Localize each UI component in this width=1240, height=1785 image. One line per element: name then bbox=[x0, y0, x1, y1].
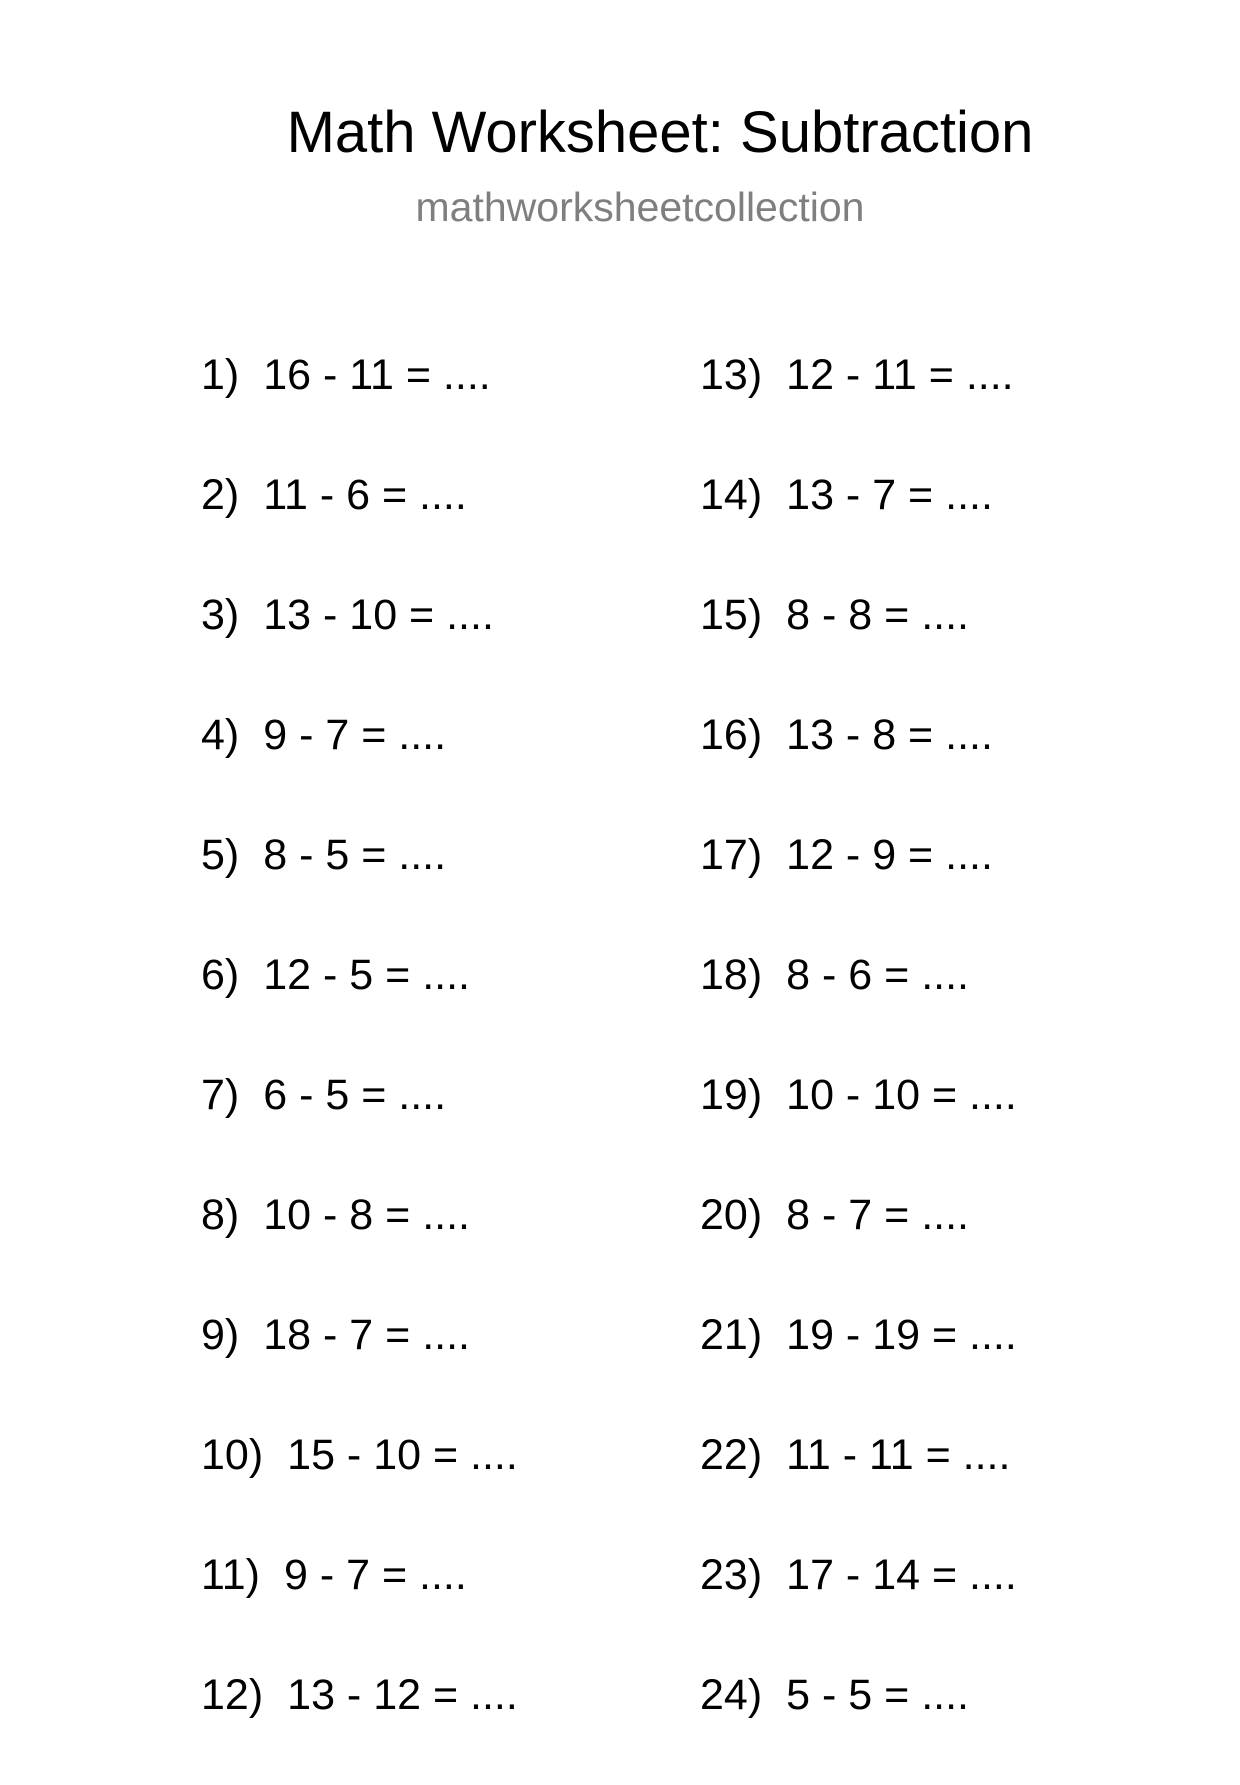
problem-item bbox=[201, 1305, 661, 1425]
problem-number: 8) bbox=[201, 1191, 240, 1239]
problem-expression: 11 - 6 = .... bbox=[263, 471, 467, 519]
problem-number: 18) bbox=[700, 951, 763, 999]
problem-item bbox=[201, 945, 661, 1065]
problem-expression: 8 - 7 = .... bbox=[786, 1191, 969, 1239]
problem-item bbox=[700, 1665, 1160, 1785]
problem-item bbox=[201, 1185, 661, 1305]
problem-expression: 8 - 6 = .... bbox=[786, 951, 969, 999]
problem-column-left bbox=[201, 345, 661, 1785]
problem-expression: 17 - 14 = .... bbox=[786, 1551, 1017, 1599]
problem-expression: 10 - 10 = .... bbox=[786, 1071, 1017, 1119]
problem-expression: 12 - 5 = .... bbox=[263, 951, 470, 999]
problem-item bbox=[201, 1065, 661, 1185]
problem-item bbox=[201, 585, 661, 705]
problem-expression: 9 - 7 = .... bbox=[263, 711, 447, 759]
problem-expression: 11 - 11 = .... bbox=[786, 1431, 1011, 1479]
problem-number: 5) bbox=[201, 831, 240, 879]
problem-number: 2) bbox=[201, 471, 240, 519]
problem-number: 7) bbox=[201, 1071, 240, 1119]
problem-item bbox=[700, 825, 1160, 945]
problem-item bbox=[700, 345, 1160, 465]
problem-number: 4) bbox=[201, 711, 240, 759]
page-subtitle: mathworksheetcollection bbox=[415, 184, 865, 230]
problem-number: 19) bbox=[700, 1071, 763, 1119]
problem-item bbox=[700, 705, 1160, 825]
problem-number: 1) bbox=[201, 351, 240, 399]
problem-number: 11) bbox=[201, 1551, 260, 1599]
problem-item bbox=[201, 345, 661, 465]
problem-expression: 8 - 8 = .... bbox=[786, 591, 969, 639]
problem-item bbox=[700, 1065, 1160, 1185]
problem-number: 9) bbox=[201, 1311, 240, 1359]
problem-item bbox=[201, 705, 661, 825]
problem-number: 17) bbox=[700, 831, 763, 879]
problem-expression: 9 - 7 = .... bbox=[283, 1551, 467, 1599]
problem-expression: 13 - 8 = .... bbox=[786, 711, 993, 759]
problem-item bbox=[201, 1665, 661, 1785]
problem-item bbox=[201, 825, 661, 945]
problem-item bbox=[201, 465, 661, 585]
problem-number: 6) bbox=[201, 951, 240, 999]
problem-expression: 13 - 10 = .... bbox=[263, 591, 494, 639]
problem-number: 20) bbox=[700, 1191, 763, 1239]
problem-number: 14) bbox=[700, 471, 763, 519]
problem-number: 24) bbox=[700, 1671, 763, 1719]
problem-item bbox=[700, 1185, 1160, 1305]
problem-expression: 6 - 5 = .... bbox=[263, 1071, 447, 1119]
problem-number: 16) bbox=[700, 711, 763, 759]
problem-number: 12) bbox=[201, 1671, 264, 1719]
problem-item bbox=[700, 1305, 1160, 1425]
problem-expression: 13 - 7 = .... bbox=[786, 471, 993, 519]
problem-expression: 12 - 9 = .... bbox=[786, 831, 993, 879]
problem-number: 10) bbox=[201, 1431, 264, 1479]
problem-expression: 5 - 5 = .... bbox=[786, 1671, 969, 1719]
problem-number: 23) bbox=[700, 1551, 763, 1599]
problem-number: 3) bbox=[201, 591, 240, 639]
problem-expression: 18 - 7 = .... bbox=[263, 1311, 470, 1359]
problem-item bbox=[201, 1545, 661, 1665]
problem-number: 21) bbox=[700, 1311, 763, 1359]
problem-number: 15) bbox=[700, 591, 763, 639]
problem-column-right bbox=[700, 345, 1160, 1785]
problem-expression: 12 - 11 = .... bbox=[786, 351, 1014, 399]
problem-item bbox=[700, 1425, 1160, 1545]
problem-item bbox=[700, 585, 1160, 705]
problem-expression: 16 - 11 = .... bbox=[263, 351, 491, 399]
problem-item bbox=[201, 1425, 661, 1545]
problem-expression: 8 - 5 = .... bbox=[263, 831, 447, 879]
page-title: Math Worksheet: Subtraction bbox=[286, 100, 1034, 165]
problem-expression: 15 - 10 = .... bbox=[287, 1431, 518, 1479]
problem-number: 13) bbox=[700, 351, 763, 399]
problem-item bbox=[700, 945, 1160, 1065]
problem-number: 22) bbox=[700, 1431, 763, 1479]
problem-expression: 19 - 19 = .... bbox=[786, 1311, 1017, 1359]
problem-item bbox=[700, 465, 1160, 585]
problem-item bbox=[700, 1545, 1160, 1665]
problem-expression: 13 - 12 = .... bbox=[287, 1671, 518, 1719]
problem-expression: 10 - 8 = .... bbox=[263, 1191, 470, 1239]
